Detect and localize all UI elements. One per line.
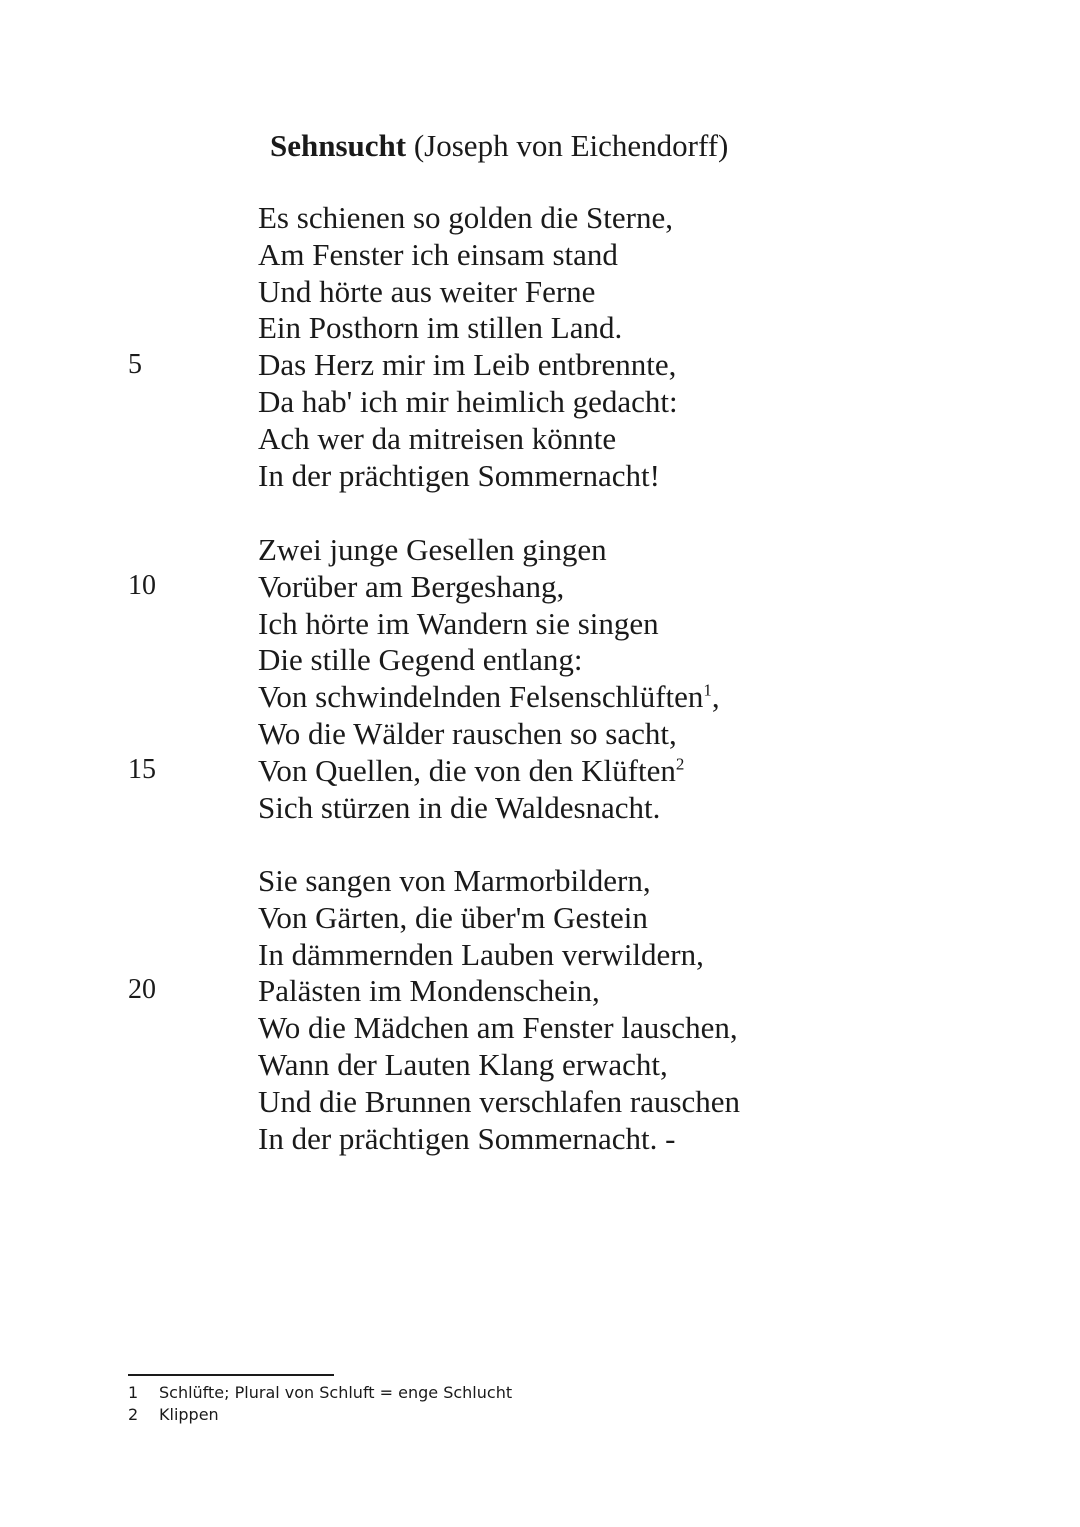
- footnote-ref-1: 1: [703, 680, 712, 700]
- poem-line: Es schienen so golden die Sterne,: [258, 200, 673, 235]
- footnote-text: Klippen: [159, 1404, 219, 1424]
- stanza-2: [258, 532, 720, 826]
- poem-line: Die stille Gegend entlang:: [258, 642, 583, 678]
- poem-line: Vorüber am Bergeshang,: [258, 568, 565, 604]
- poem-line: Palästen im Mondenschein,: [258, 973, 600, 1009]
- poem-line: Sich stürzen in die Waldesnacht.: [258, 789, 661, 825]
- footnote-number: 1: [128, 1383, 139, 1402]
- line-number-20: 20: [128, 974, 156, 1005]
- poem-line: Ein Posthorn im stillen Land.: [258, 310, 623, 346]
- footnote-1: [128, 1382, 512, 1404]
- footnote-number: 2: [128, 1404, 139, 1424]
- poem-line: Von Gärten, die über'm Gestein: [258, 899, 648, 935]
- footnote-2: [128, 1404, 512, 1426]
- stanza-3: [258, 863, 740, 1157]
- poem-line: Und die Brunnen verschlafen rauschen: [258, 1083, 741, 1119]
- line-number-10: 10: [128, 570, 156, 601]
- poem-title-main: Sehnsucht: [270, 128, 407, 163]
- poem-line: Wann der Lauten Klang erwacht,: [258, 1046, 668, 1082]
- poem-line: Ich hörte im Wandern sie singen: [258, 605, 659, 641]
- poem-line: In dämmernden Lauben verwildern,: [258, 936, 704, 972]
- poem-line: Ach wer da mitreisen könnte: [258, 420, 617, 456]
- poem-line: Wo die Wälder rauschen so sacht,: [258, 715, 677, 751]
- poem-line-text: Von Quellen, die von den Klüften: [258, 752, 676, 788]
- poem-line: Am Fenster ich einsam stand: [258, 236, 618, 272]
- poem-line: Wo die Mädchen am Fenster lauschen,: [258, 1010, 738, 1046]
- poem-line: [258, 679, 720, 716]
- poem-line-punctuation: ,: [711, 679, 720, 715]
- poem-author: (Joseph von Eichendorff): [413, 128, 729, 163]
- poem-title: [270, 126, 728, 166]
- footnote-text: Schlüfte; Plural von Schluft = enge Schlucht: [159, 1383, 513, 1402]
- poem-line: In der prächtigen Sommernacht. -: [258, 1120, 676, 1156]
- line-number-5: 5: [128, 349, 142, 380]
- poem-line: Das Herz mir im Leib entbrennte,: [258, 347, 677, 383]
- footnotes: [128, 1382, 512, 1425]
- poem-line: In der prächtigen Sommernacht!: [258, 457, 660, 493]
- footnote-divider: [128, 1374, 334, 1376]
- poem-line: [258, 753, 720, 790]
- poem-line: Zwei junge Gesellen gingen: [258, 532, 607, 567]
- footnote-ref-2: 2: [675, 754, 685, 774]
- poem-line: Und hörte aus weiter Ferne: [258, 273, 596, 309]
- poem-line-text: Von schwindelnden Felsenschlüften: [258, 679, 704, 715]
- stanza-1: [258, 200, 678, 494]
- line-number-15: 15: [128, 754, 156, 785]
- poem-line: Sie sangen von Marmorbildern,: [258, 863, 651, 898]
- poem-line: Da hab' ich mir heimlich gedacht:: [258, 383, 678, 419]
